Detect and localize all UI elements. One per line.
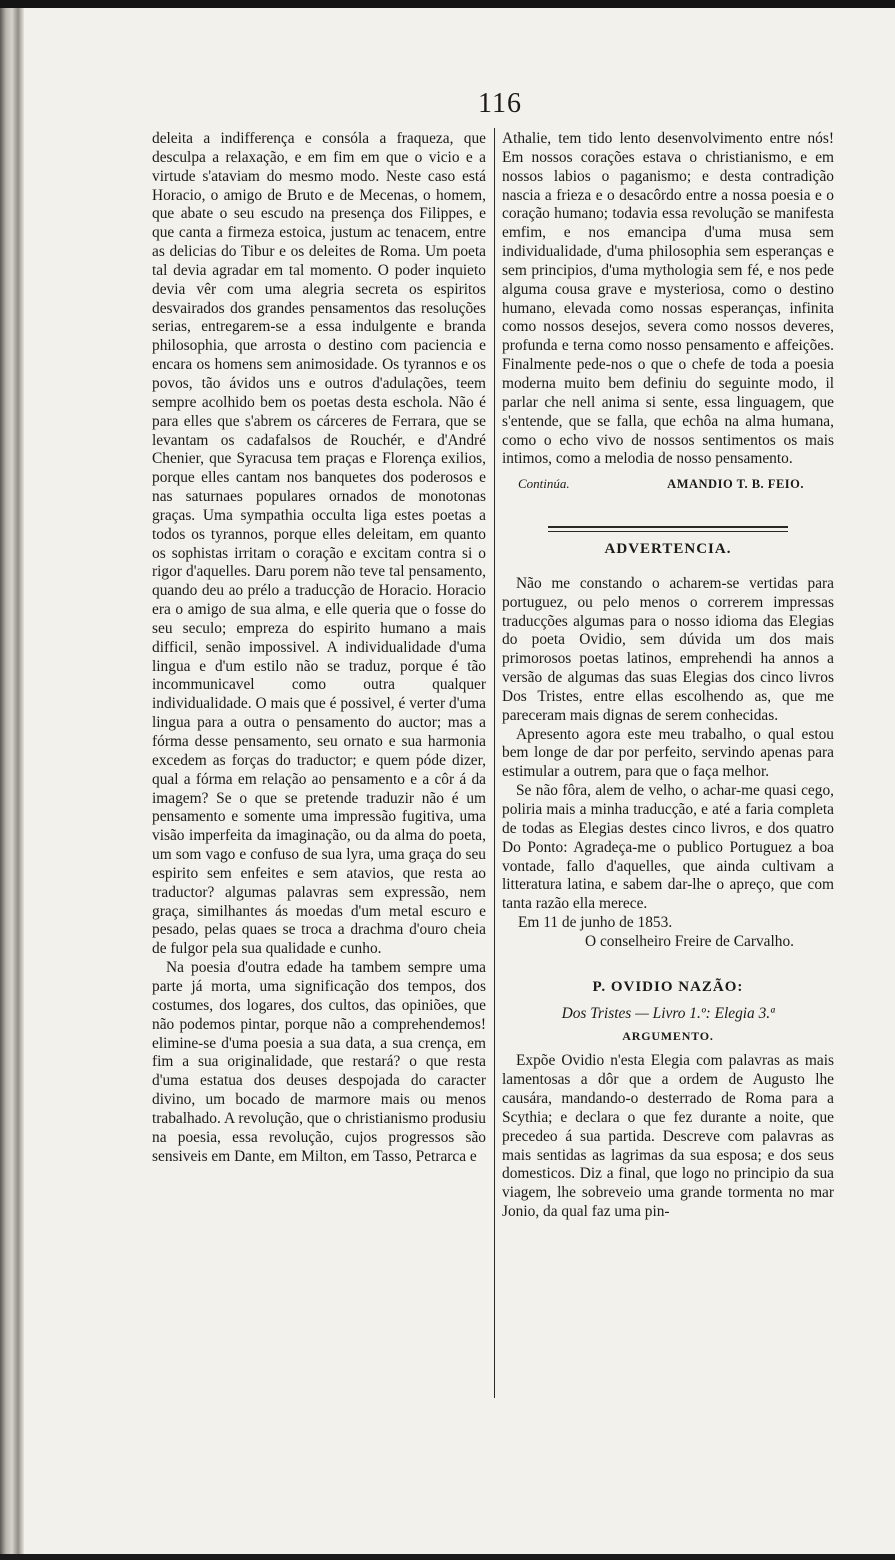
left-column	[152, 130, 486, 1166]
left-paragraph-1: deleita a indifferença e consóla a fraqueza, que desculpa a relaxação, e em fim em que o vicio e a virtude s'ataviam do mesmo modo. Neste caso está Horacio, o amigo de Bruto e de Mecenas, o homem, que abate o seu escudo na presença dos Filippes, e que canta a firmeza estoica, justum ac tenacem, entre as delicias do Tibur e os deleites de Roma. Um poeta tal devia agradar em tal momento. O poder inquieto devia vêr com uma alegria secreta os espiritos desvairados dos grandes pensamentos das resoluções serias, entregarem-se a essa indulgente e branda philosophia, que arrosta o destino com paciencia e encara os homens sem animosidade. Os tyrannos e os povos, tão ávidos uns e outros d'adulações, teem sempre acolhido bem os poetas desta eschola. Não é para elles que s'abrem os cárceres de Ferrara, que se levantam os cadafalsos de Rouchér, e d'André Chenier, que Syracusa tem praças e Florença exilios, porque elles cantam nos banquetes dos poderosos e nas saturnaes populares ornados de monotonas graças. Uma sympathia occulta liga estes poetas a todos os tyrannos, porque elles deleitam, em quanto os sophistas irritam o coração e excitam contra si o rigor d'aquelles. Daru porem não teve tal pensamento, quando deu ao prélo a traducção de Horacio. Horacio era o amigo de sua alma, e elle queria que o fosse do seu seculo; empreza do espirito humano a mais difficil, senão impossivel. A individualidade d'uma lingua e d'um estilo não se traduz, porque é tão incommunicavel como outra qualquer individualidade. O mais que é possivel, é verter d'uma lingua para a outra o pensamento do auctor; mas a fórma desse pensamento, seu ornato e sua harmonia excedem as forças do traductor; e quem póde dizer, qual a fórma em relação ao pensamento e a côr á da imagem? Se o que se pretende traduzir não é um pensamento e somente uma impressão fugitiva, uma visão imperfeita da imaginação, ou da alma do poeta, um som vago e confuso de sua lyra, uma graça do seu espirito sem enfeites e sem atavios, que resta ao traductor? algumas palavras sem expressão, nem graça, similhantes ás moedas d'um metal escuro e pesado, pelas quaes se troca a drachma d'ouro cheia de fulgor pela sua qualidade e cunho.	[152, 130, 486, 958]
scan-bottom-edge	[0, 1554, 895, 1560]
ovidio-title: P. OVIDIO NAZÃO:	[592, 978, 744, 995]
advertencia-paragraph-1: Não me constando o acharem-se vertidas para portuguez, ou pelo menos o correrem impressas traducções algumas para o nosso idioma das Elegias do poeta Ovidio, sem dúvida um dos mais primorosos poetas latinos, emprehendi ha annos a versão de algumas das suas Elegias dos cinco livros Dos Tristes, entre ellas escolhendo as, que me pareceram mais dignas de serem conhecidas.	[502, 574, 834, 724]
continua-label: Continúa.	[518, 476, 570, 492]
advertencia-paragraph-2: Apresento agora este meu trabalho, o qual estou bem longe de dar por perfeito, servindo apenas para estimular a outrem, para que o faça melhor.	[502, 725, 834, 781]
signer-line: O conselheiro Freire de Carvalho.	[585, 932, 794, 950]
section-rule	[548, 526, 788, 532]
argumento-text: Expõe Ovidio n'esta Elegia com palavras as mais lamentosas a dôr que a ordem de Augusto lhe causára, mandando-o desterrado de Roma para a Scythia; e declara o que fez durante a noite, que precedeo á sua partida. Descreve com palavras as mais sentidas as lagrimas da sua esposa; e dos seus domesticos. Diz a final, que logo no principio da sua viagem, lhe sobreveio uma grande tormenta no mar Jonio, da qual faz uma pin-	[502, 1052, 834, 1221]
date-line: Em 11 de junho de 1853.	[518, 914, 673, 932]
argumento-label: ARGUMENTO.	[622, 1029, 714, 1044]
ovidio-subtitle: Dos Tristes — Livro 1.º: Elegia 3.ª	[561, 1004, 775, 1022]
book-binding	[0, 8, 24, 1560]
advertencia-paragraph-3: Se não fôra, alem de velho, o achar-me quasi cego, poliria mais a minha traducção, e até a faria completa de todas as Elegias destes cinco livros, e dos quatro Do Ponto: Agradeça-me o publico Portuguez a boa vontade, fallo d'aquelles, que ainda cultivam a litteratura latina, e sabem dar-lhe o apreço, que com tanta razão ella merece.	[502, 782, 834, 913]
scan-top-edge	[0, 0, 895, 8]
advertencia-title: ADVERTENCIA.	[604, 541, 732, 558]
column-divider	[494, 128, 495, 1398]
right-continuation: Athalie, tem tido lento desenvolvimento entre nós! Em nossos corações estava o christianismo, e em nossos labios o paganismo; e desta contradição nascia a frieza e o desacôrdo entre a nossa poesia e o coração humano; todavia essa revolução se manifesta emfim, e nos emancipa d'uma musa sem individualidade, d'uma philosophia sem esperanças e sem principios, d'uma mythologia sem fé, e nos pede alguma cousa grave e mysteriosa, como o destino humano, elevada como nossas esperanças, infinita como nossos desejos, severa como nossos deveres, profunda e terna como nosso pensamento e affeições. Finalmente pede-nos o que o chefe de toda a poesia moderna muito bem definiu do seguinte modo, il parlar che nell anima si sente, essa linguagem, que s'entende, que se falla, que echôa na alma humana, como o echo vivo de nossos sentimentos os mais intimos, como a melodia de nosso pensamento.	[502, 130, 834, 468]
author-name: AMANDIO T. B. FEIO.	[667, 477, 804, 492]
page-number: 116	[478, 88, 522, 119]
left-paragraph-2: Na poesia d'outra edade ha tambem sempre uma parte já morta, uma significação dos tempos, dos costumes, dos logares, dos cultos, das opiniões, que não podemos pintar, porque não a comprehendemos! elimine-se d'uma poesia a sua data, a sua crença, em fim a sua originalidade, que restará? o que resta d'uma estatua dos deuses despojada do caracter divino, um bocado de marmore mais ou menos trabalhado. A revolução, que o christianismo produsiu na poesia, essa revolução, cujos progressos são sensiveis em Dante, em Milton, em Tasso, Petrarca e	[152, 959, 486, 1165]
right-column	[502, 130, 834, 1222]
signature-line	[502, 475, 834, 494]
